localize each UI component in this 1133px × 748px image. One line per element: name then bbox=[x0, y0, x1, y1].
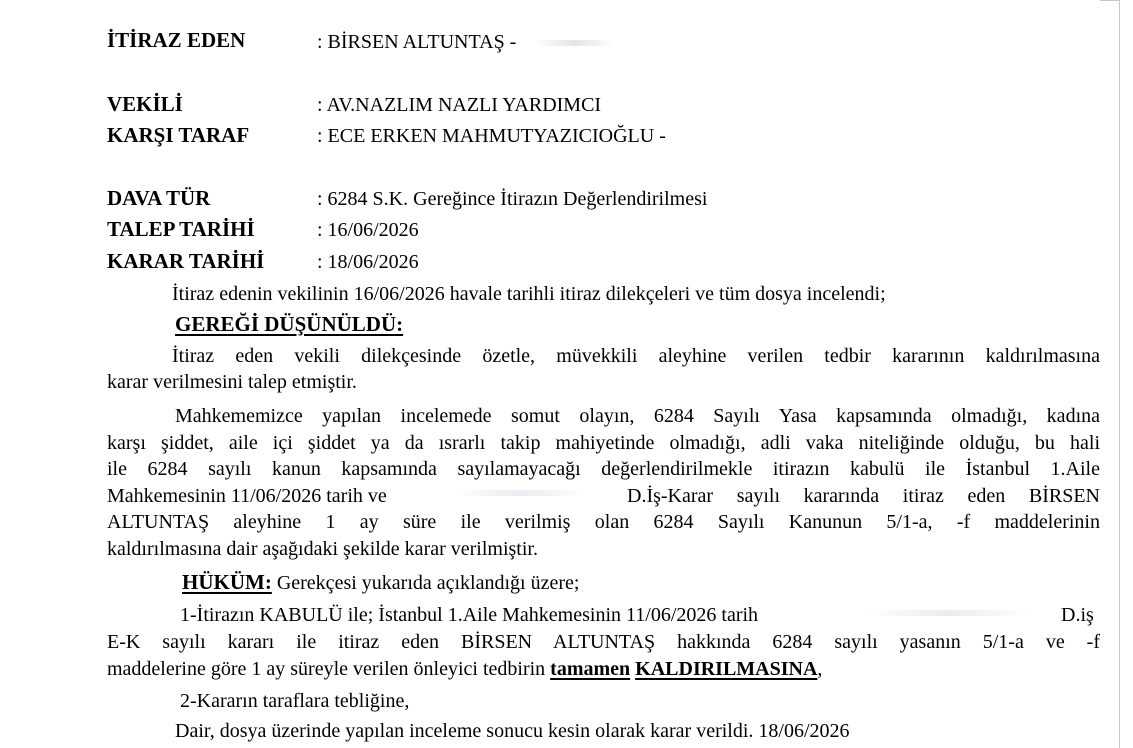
hukum-line bbox=[182, 570, 579, 595]
intro-line: İtiraz edenin vekilinin 16/06/2026 havale tarihli itiraz dilekçeleri ve tüm dosya incelendi; bbox=[172, 283, 886, 305]
hukum-text: Gerekçesi yukarıda açıklandığı üzere; bbox=[271, 572, 580, 594]
dava-tur-value: : 6284 S.K. Gereğince İtirazın Değerlendirilmesi bbox=[317, 188, 708, 210]
talep-tarihi-value: : 16/06/2026 bbox=[317, 219, 419, 241]
paragraph-2-line-2: karşı şiddet, aile içi şiddet ya da ısrarlı takip mahiyetinde olmadığı, adli vaka niteliğinde olduğu, bu hali bbox=[107, 432, 1100, 454]
paragraph-1-line-2: karar verilmesini talep etmiştir. bbox=[107, 371, 357, 393]
karsi-taraf-label: KARŞI TARAF bbox=[107, 123, 250, 147]
paragraph-2-line-1: Mahkememizce yapılan incelemede somut olayın, 6284 Sayılı Yasa kapsamında olmadığı, kadına bbox=[175, 405, 1100, 427]
paragraph-2-line-4b: D.İş-Karar sayılı kararında itiraz eden BİRSEN bbox=[627, 485, 1100, 507]
item-1-line-2: E-K sayılı kararı ile itiraz eden BİRSEN ALTUNTAŞ hakkında 6284 sayılı yasanın 5/1-a ve -f bbox=[107, 631, 1100, 653]
karar-tarihi-value: : 18/06/2026 bbox=[317, 251, 419, 273]
karsi-taraf-value: : ECE ERKEN MAHMUTYAZICIOĞLU - bbox=[317, 125, 666, 147]
redaction-mark bbox=[868, 610, 1028, 616]
item-2-line: 2-Kararın taraflara tebliğine, bbox=[180, 690, 410, 712]
item-1-line-1a: 1-İtirazın KABULÜ ile; İstanbul 1.Aile Mahkemesinin 11/06/2026 tarih bbox=[180, 604, 759, 626]
gerekli-dusunuldu-heading: GEREĞİ DÜŞÜNÜLDÜ: bbox=[175, 312, 404, 336]
vekili-value: : AV.NAZLIM NAZLI YARDIMCI bbox=[317, 94, 602, 116]
item-1-line-1b: D.iş bbox=[1061, 604, 1094, 626]
page-edge-right bbox=[1119, 0, 1120, 748]
talep-tarihi-label: TALEP TARİHİ bbox=[107, 217, 255, 241]
hukum-heading: HÜKÜM: bbox=[182, 570, 272, 594]
kaldirilmasina-emphasis: KALDIRILMASINA bbox=[635, 658, 818, 680]
item-1-line-3a: maddelerine göre 1 ay süreyle verilen önleyici tedbirin bbox=[107, 658, 551, 680]
item-1-comma: , bbox=[817, 658, 823, 680]
redaction-mark bbox=[456, 490, 586, 496]
paragraph-2-line-3: ile 6284 sayılı kanun kapsamında sayılamayacağı değerlendirilmekle itirazın kabulü ile İstanbul 1.Aile bbox=[107, 458, 1100, 480]
paragraph-1-line-1: İtiraz eden vekili dilekçesinde özetle, müvekkili aleyhine verilen tedbir kararının kaldırılmasına bbox=[172, 345, 1100, 367]
karar-tarihi-label: KARAR TARİHİ bbox=[107, 249, 265, 273]
page-edge-top bbox=[1100, 0, 1120, 1]
vekili-label: VEKİLİ bbox=[107, 92, 183, 116]
dava-tur-label: DAVA TÜR bbox=[107, 186, 211, 210]
item-1-line-3 bbox=[107, 658, 822, 681]
paragraph-2-line-4a: Mahkemesinin 11/06/2026 tarih ve bbox=[107, 485, 387, 507]
itiraz-eden-value bbox=[317, 31, 615, 54]
closing-line: Dair, dosya üzerinde yapılan inceleme sonucu kesin olarak karar verildi. 18/06/2026 bbox=[175, 720, 850, 742]
paragraph-2-line-5: ALTUNTAŞ aleyhine 1 ay süre ile verilmiş olan 6284 Sayılı Kanunun 5/1-a, -f maddelerinin bbox=[107, 511, 1100, 533]
paragraph-2-line-6: kaldırılmasına dair aşağıdaki şekilde karar verilmiştir. bbox=[107, 538, 538, 560]
itiraz-eden-label: İTİRAZ EDEN bbox=[107, 28, 246, 52]
itiraz-eden-name: : BİRSEN ALTUNTAŞ - bbox=[317, 31, 517, 53]
redaction-mark bbox=[535, 40, 615, 46]
tamamen-emphasis: tamamen bbox=[550, 658, 631, 680]
